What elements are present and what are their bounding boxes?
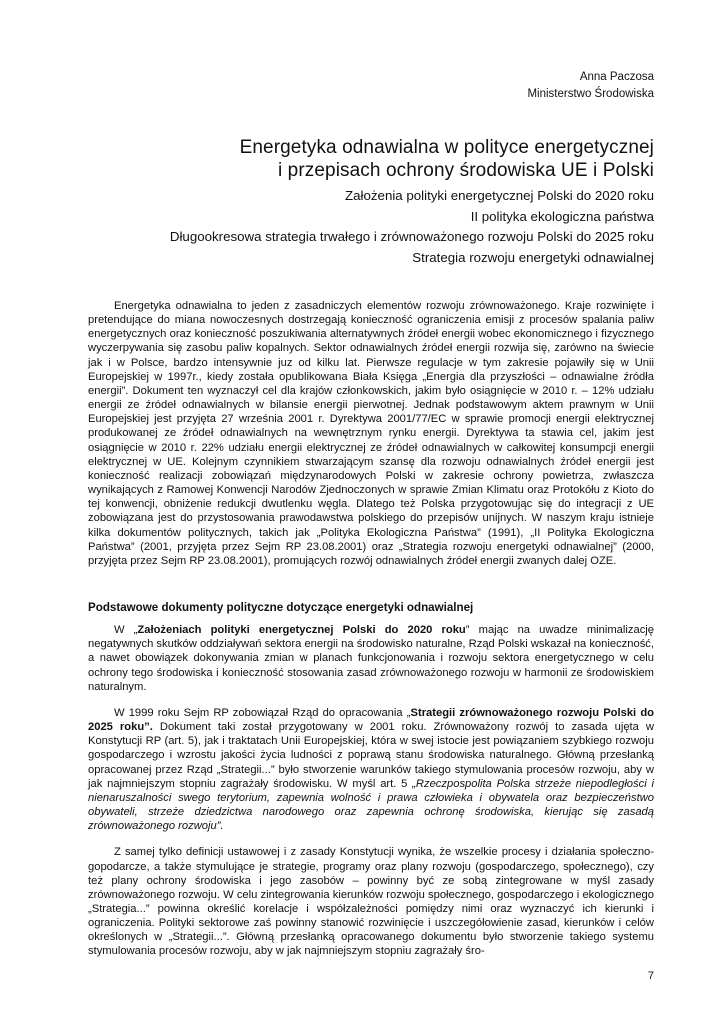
subtitle-item: Strategia rozwoju energetyki odnawialnej (412, 249, 654, 265)
constitution-quote: „Rzeczpospolita Polska strzeże niepodległości i nienaruszalności swego terytorium, zapewnia wolność i prawa człowieka i obywatela oraz bezpieczeństwo obywateli, strzeże dziedzictwa narodowego oraz zapewnia ochronę środowiska, kierując się zasadą zrównoważonego rozwoju”. (88, 777, 654, 833)
subtitle-item: Założenia polityki energetycznej Polski do 2020 roku (345, 188, 654, 203)
section-heading: Podstawowe dokumenty polityczne dotyczące energetyki odnawialnej (88, 601, 474, 614)
paragraph-sustainable-strategy (88, 706, 654, 833)
document-title (94, 136, 654, 182)
page-number: 7 (647, 970, 654, 982)
paragraph-integration: Z samej tylko definicji ustawowej i z zasady Konstytucji wynika, że wszelkie procesy i działania społeczno-gopodarcze, a także stymulujące je strategie, programy oraz plany rozwoju (gospodarczego, społecznego), czy też plany ochrony środowiska i jego zasobów – powinny być ze sobą zintegrowane w myśl zasady zrównoważonego rozwoju. W celu zintegrowania kierunków rozwoju społecznego, gospodarczego i ekologicznego „Strategia...” powinna określić korelacje i współzależności pomiędzy nimi oraz wyznaczyć ich kierunki i ograniczenia. Polityki sektorowe zaś powinny stanowić rozwinięcie i uszczegółowienie zasad, kierunków i celów określonych w „Strategii...”. Główną przesłanką opracowanego dokumentu było stworzenie takiego systemu stymulowania procesów rozwoju, aby w jak najmniejszym stopniu zagrażały śro- (88, 846, 654, 958)
author-name: Anna Paczosa (579, 71, 654, 83)
subtitle-list (74, 186, 654, 268)
paragraph-energy-policy (88, 623, 654, 694)
document-name-bold: Strategii zrównoważonego rozwoju Polski do 2025 roku”. (88, 706, 654, 734)
subtitle-item: II polityka ekologiczna państwa (470, 208, 654, 224)
subtitle-item: Długookresowa strategia trwałego i zrównoważonego rozwoju Polski do 2025 roku (169, 229, 654, 244)
paragraph-rest: ” mając na uwadze minimalizację negatywnych skutków oddziaływań sektora energii na środowisko naturalne, Rząd Polski wskazał na konieczność, a nawet obowiązek dokonywania zmian w planach funkcjonowania i rozwoju sektora energetycznego w celu ochrony tego środowiska i konieczność stosowania zasad zrównoważonego rozwoju w harmonii ze środowiskiem naturalnym. (88, 624, 654, 693)
author-affiliation: Ministerstwo Środowiska (527, 88, 654, 100)
paragraph-prefix: W 1999 roku Sejm RP zobowiązał Rząd do opracowania „ (114, 706, 411, 719)
title-line-2: i przepisach ochrony środowiska UE i Polski (277, 160, 654, 181)
author-block (527, 69, 654, 103)
body-text (88, 299, 654, 959)
paragraph-rest: Dokument taki został przygotowany w 2001 roku. Zrównoważony rozwój to zasada ujęta w Konstytucji RP (art. 5), jak i traktatach Unii Europejskiej, która w swej istocie jest powiązaniem szybkiego rozwoju gospodarczego i wzrostu jakości życia ludności z poprawą stanu środowiska naturalnego. Główną przesłanką opracowanej przez Rząd „Strategii...” było stworzenie warunków takiego stymulowania procesów rozwoju, aby w jak najmniejszym stopniu zagrażały środowisku. W myśl art. 5 (88, 721, 654, 790)
paragraph-intro: Energetyka odnawialna to jeden z zasadniczych elementów rozwoju zrównoważonego. Kraje rozwinięte i pretendujące do miana nowoczesnych dostrzegają konieczność ograniczenia emisji z procesów spalania paliw energetycznych oraz konieczność poszukiwania alternatywnych źródeł energii wobec ekonomicznego i fizycznego wyczerpywania się zasobu paliw kopalnych. Sektor odnawialnych źródeł energii rozwija się, zarówno na świecie jak i w Polsce, bardzo intensywnie juz od kilku lat. Pierwsze regulacje w tym zakresie pojawiły się w Unii Europejskiej w 1997r., kiedy została opublikowana Biała Księga „Energia dla przyszłości – odnawialne źródła energii”. Dokument ten wyznaczył cel dla krajów członkowskich, jakim było osiągnięcie w 2010 r. – 12% udziału energii ze źródeł odnawialnych w bilansie energii pierwotnej. Jednak podstawowym aktem prawnym w Unii Europejskiej jest przyjęta 27 września 2001 r. Dyrektywa 2001/77/EC w sprawie promocji energii elektrycznej produkowanej ze źródeł odnawialnych na wewnętrznym rynku energii. Dyrektywa ta stawia cel, jakim jest osiągnięcie w 2010 r. 22% udziału energii elektrycznej ze źródeł odnawialnych w całkowitej konsumpcji energii elektrycznej w UE. Kolejnym czynnikiem stwarzającym szansę dla rozwoju odnawialnych źródeł energii jest konieczność realizacji zobowiązań międzynarodowych Polski w zakresie ochrony powietrza, zwłaszcza wynikających z Ramowej Konwencji Narodów Zjednoczonych w sprawie Zmian Klimatu oraz Protokółu z Kioto do tej konwencji, obniżenie redukcji dwutlenku węgla. Dlatego też Polska przygotowując się do integracji z UE zobowiązana jest do przystosowania prawodawstwa polskiego do przepisów unijnych. W naszym kraju istnieje kilka dokumentów politycznych, takich jak „Polityka Ekologiczna Państwa” (1991), „II Polityka Ekologiczna Państwa” (2001, przyjęta przez Sejm RP 23.08.2001) oraz „Strategia rozwoju energetyki odnawialnej” (2000, przyjęta przez Sejm RP 23.08.2001), promujących rozwój odnawialnych źródeł energii zwanych dalej OZE. (88, 300, 654, 567)
paragraph-prefix: W „ (114, 624, 138, 637)
document-name-bold: Założeniach polityki energetycznej Polski do 2020 roku (137, 624, 466, 637)
title-line-1: Energetyka odnawialna w polityce energetycznej (239, 137, 654, 158)
